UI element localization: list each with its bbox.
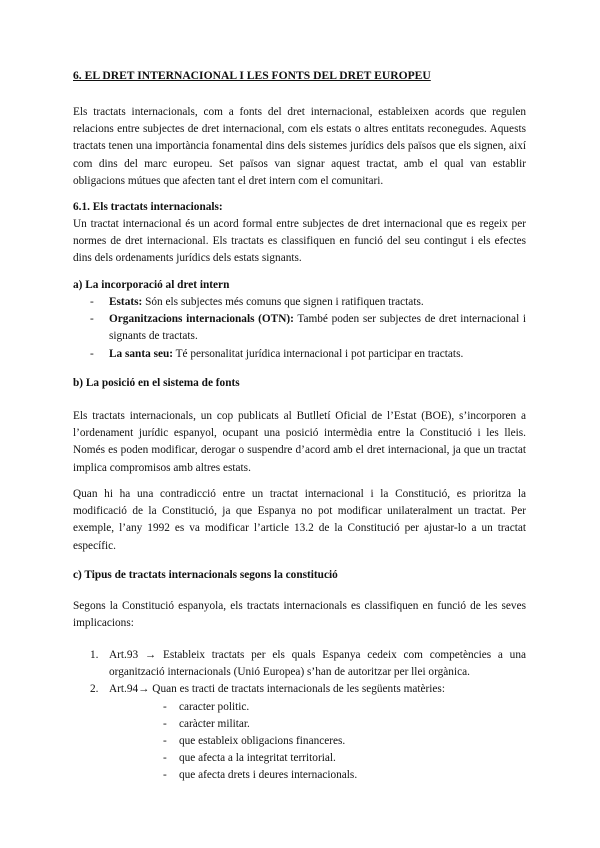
section-b-paragraph-1: Els tractats internacionals, un cop publicats al Butlletí Oficial de l’Estat (BOE), s’incorporen a l’ordenament jurídic espanyol, ocupant una posició intermèdia entre la Constitució i les lleis. Només es poden modificar, derogar o suspendre d’acord amb el dret internacional, ja que un tractat implica compromisos amb altres estats. <box>73 410 526 474</box>
section-a-list <box>73 294 526 363</box>
section-c-list <box>73 647 526 785</box>
list-item <box>73 681 526 784</box>
section-a-heading: a) La incorporació al dret intern <box>73 279 230 291</box>
section-b-heading: b) La posició en el sistema de fonts <box>73 377 240 389</box>
sublist-item: - que estableix obligacions financeres. <box>109 733 526 750</box>
list-item-text: Art.93 → Estableix tractats per els quals Espanya cedeix com competències a una organització internacionals (Unió Europea) s’han de autoritzar per llei orgànica. <box>109 649 526 679</box>
document-title: 6. EL DRET INTERNACIONAL I LES FONTS DEL DRET EUROPEU <box>73 69 431 82</box>
list-item-text: Art.94→ Quan es tracti de tractats internacionals de les següents matèries: <box>109 683 445 696</box>
section-c-intro: Segons la Constitució espanyola, els tractats internacionals es classifiquen en funció de les seves implicacions: <box>73 600 526 630</box>
list-item-term: Organitzacions internacionals (OTN): <box>109 313 294 326</box>
list-item-number: 2. <box>90 683 99 696</box>
section-6-1-text: Un tractat internacional és un acord formal entre subjectes de dret internacional que es regeix per normes de dret internacional. Els tractats es classifiquen en funció del seu contingut i els efectes dins dels ordenaments jurídics dels estats signants. <box>73 218 526 265</box>
list-item <box>73 346 526 363</box>
sublist-item: - que afecta drets i deures internacionals. <box>109 767 526 784</box>
sublist-item: - caràcter militar. <box>109 716 526 733</box>
sublist-item: - caracter politic. <box>109 699 526 716</box>
list-item <box>73 294 526 311</box>
list-item-text: Són els subjectes més comuns que signen i ratifiquen tractats. <box>142 296 424 308</box>
sublist-item: - que afecta a la integritat territorial. <box>109 750 526 767</box>
list-item <box>73 311 526 345</box>
art94-sublist <box>109 699 526 785</box>
section-6-1-heading: 6.1. Els tractats internacionals: <box>73 201 223 213</box>
intro-paragraph: Els tractats internacionals, com a fonts del dret internacional, estableixen acords que regulen relacions entre subjectes de dret internacional, com els estats o altres entitats reconegudes. Aquests tractats tenen una importància fonamental dins dels sistemes jurídics dels països que els signen, així com dins del marc europeu. Set països van signar aquest tractat, amb el qual van establir obligacions mútues que afecten tant el dret intern com el comunitari. <box>73 106 526 187</box>
list-item-term: Estats: <box>109 296 143 308</box>
section-b-paragraph-2: Quan hi ha una contradicció entre un tractat internacional i la Constitució, es prioritza la modificació de la Constitució, ja que Espanya no pot modificar unilateralment un tractat. Per exemple, l’any 1992 es va modificar l’article 13.2 de la Constitució per ajustar-lo a un tractat específic. <box>73 488 526 552</box>
list-item-term: La santa seu: <box>109 347 174 360</box>
list-item-text: Té personalitat jurídica internacional i pot participar en tractats. <box>173 347 464 360</box>
section-c-heading: c) Tipus de tractats internacionals segons la constitució <box>73 569 338 581</box>
list-item-number: 1. <box>90 649 99 661</box>
list-item-text: També poden ser subjectes de dret internacional i signants de tractats. <box>109 313 526 343</box>
list-item <box>73 647 526 681</box>
